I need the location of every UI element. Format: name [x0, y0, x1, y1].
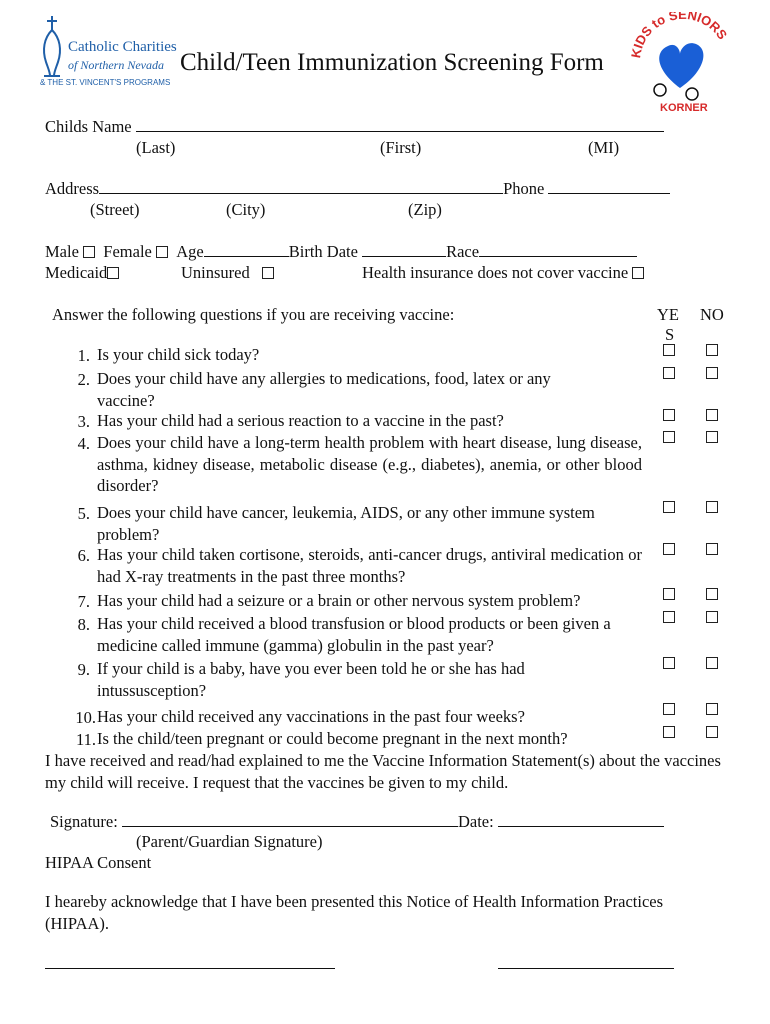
birth-date-field[interactable]: [362, 244, 446, 257]
child-name-field[interactable]: [136, 119, 664, 132]
q10-yes-checkbox[interactable]: [663, 703, 675, 715]
child-name-label: Childs Name: [45, 117, 132, 136]
uninsured-checkbox[interactable]: [262, 267, 274, 279]
q1-no-checkbox[interactable]: [706, 344, 718, 356]
q11-yes-checkbox[interactable]: [663, 726, 675, 738]
question-number: 8.: [77, 615, 90, 634]
child-name-row: [45, 117, 664, 138]
question-number: 7.: [77, 592, 90, 611]
female-label: Female: [103, 242, 152, 261]
question-number: 5.: [77, 504, 90, 523]
hipaa-signature-line[interactable]: [45, 968, 335, 969]
question-number: 3.: [77, 412, 90, 431]
org-name: Catholic Charities: [68, 39, 177, 55]
race-label: Race: [446, 242, 480, 261]
male-label: Male: [45, 242, 79, 261]
hipaa-statement: I heareby acknowledge that I have been presented this Notice of Health Information Practices (HIPAA).: [45, 892, 664, 933]
phone-field[interactable]: [548, 181, 670, 194]
birth-date-label: Birth Date: [288, 242, 358, 261]
signature-row: [50, 812, 664, 833]
insurance-not-cover-checkbox[interactable]: [632, 267, 644, 279]
q10-no-checkbox[interactable]: [706, 703, 718, 715]
age-field[interactable]: [204, 244, 289, 257]
medicaid-label: Medicaid: [45, 263, 108, 282]
age-label: Age: [176, 242, 204, 261]
medicaid-group: [45, 263, 119, 284]
signature-label: Signature:: [50, 812, 118, 831]
race-field[interactable]: [479, 244, 637, 257]
q4-yes-checkbox[interactable]: [663, 431, 675, 443]
question-text: Does your child have cancer, leukemia, AIDS, or any other immune system problem?: [97, 503, 595, 544]
question-number: 11.: [75, 730, 96, 749]
yes-header-cont: S: [665, 325, 675, 344]
uninsured-label: Uninsured: [181, 263, 250, 282]
q6-yes-checkbox[interactable]: [663, 543, 675, 555]
q8-yes-checkbox[interactable]: [663, 611, 675, 623]
org-subname: of Northern Nevada: [68, 58, 164, 72]
q11-no-checkbox[interactable]: [706, 726, 718, 738]
question-text: Is the child/teen pregnant or could become pregnant in the next month?: [97, 729, 568, 748]
q2-no-checkbox[interactable]: [706, 367, 718, 379]
insurance-label: Health insurance does not cover vaccine: [362, 263, 629, 282]
q9-no-checkbox[interactable]: [706, 657, 718, 669]
question-text: Has your child received a blood transfusion or blood products or been given a medicine called immune (gamma) globulin in the past year?: [97, 614, 611, 655]
question-number: 1.: [77, 346, 90, 365]
question-text: If your child is a baby, have you ever been told he or she has had intussusception?: [97, 659, 525, 700]
q3-yes-checkbox[interactable]: [663, 409, 675, 421]
no-header: NO: [700, 305, 724, 324]
address-zip-sublabel: (Zip): [408, 200, 442, 219]
org-programs: & THE ST. VINCENT'S PROGRAMS: [40, 78, 171, 87]
catholic-charities-logo: [40, 14, 177, 92]
uninsured-group: [181, 263, 274, 284]
question-text: Has your child had a serious reaction to a vaccine in the past?: [97, 411, 504, 430]
q9-yes-checkbox[interactable]: [663, 657, 675, 669]
signature-field[interactable]: [122, 814, 458, 827]
question-number: 9.: [77, 660, 90, 679]
date-label: Date:: [457, 812, 494, 831]
question-text: Is your child sick today?: [97, 345, 260, 364]
cross-icon: [40, 14, 70, 78]
question-number: 6.: [77, 546, 90, 565]
female-checkbox[interactable]: [156, 246, 168, 258]
phone-label: Phone: [503, 179, 545, 198]
page-title: Child/Teen Immunization Screening Form: [180, 49, 604, 76]
q5-no-checkbox[interactable]: [706, 501, 718, 513]
consent-statement: I have received and read/had explained to me the Vaccine Information Statement(s) about the vaccines my child will receive. I request that the vaccines be given to my child.: [45, 751, 721, 792]
question-text: Does your child have any allergies to medications, food, latex or any vaccine?: [97, 369, 551, 410]
q8-no-checkbox[interactable]: [706, 611, 718, 623]
address-row: [45, 179, 670, 200]
logo-bottom-text: KORNER: [660, 102, 708, 112]
logo-top-text: KIDS to SENIORS: [628, 12, 731, 60]
address-street-sublabel: (Street): [90, 200, 140, 219]
question-text: Has your child had a seizure or a brain or other nervous system problem?: [97, 591, 581, 610]
male-checkbox[interactable]: [83, 246, 95, 258]
yes-header: YE: [657, 305, 679, 324]
questions-intro: Answer the following questions if you are receiving vaccine:: [52, 305, 455, 324]
hipaa-date-line[interactable]: [498, 968, 674, 969]
name-last-sublabel: (Last): [136, 138, 176, 157]
wheel-icon: [686, 88, 698, 100]
insurance-group: [362, 263, 644, 284]
question-number: 10.: [75, 708, 96, 727]
wheel-icon: [654, 84, 666, 96]
q2-yes-checkbox[interactable]: [663, 367, 675, 379]
address-label: Address: [45, 179, 100, 198]
heart-icon: [659, 43, 703, 88]
question-number: 2.: [77, 370, 90, 389]
name-first-sublabel: (First): [380, 138, 422, 157]
medicaid-checkbox[interactable]: [107, 267, 119, 279]
address-city-sublabel: (City): [226, 200, 266, 219]
q4-no-checkbox[interactable]: [706, 431, 718, 443]
q7-no-checkbox[interactable]: [706, 588, 718, 600]
question-text: Has your child received any vaccinations in the past four weeks?: [97, 707, 525, 726]
q5-yes-checkbox[interactable]: [663, 501, 675, 513]
name-mi-sublabel: (MI): [588, 138, 620, 157]
date-field[interactable]: [498, 814, 664, 827]
signature-sublabel: (Parent/Guardian Signature): [136, 832, 323, 851]
q3-no-checkbox[interactable]: [706, 409, 718, 421]
question-text: Has your child taken cortisone, steroids, anti-cancer drugs, antiviral medication or had X-ray treatments in the past three months?: [97, 545, 642, 586]
q1-yes-checkbox[interactable]: [663, 344, 675, 356]
kids-to-seniors-logo: [626, 12, 734, 112]
address-field[interactable]: [99, 181, 503, 194]
q6-no-checkbox[interactable]: [706, 543, 718, 555]
question-number: 4.: [77, 434, 90, 453]
demographics-row: [45, 242, 637, 263]
question-text: Does your child have a long-term health problem with heart disease, lung disease, asthma, kidney disease, metabolic disease (e.g., diabetes), anemia, or other blood disorder?: [97, 433, 642, 495]
q7-yes-checkbox[interactable]: [663, 588, 675, 600]
hipaa-heading: HIPAA Consent: [45, 853, 152, 872]
